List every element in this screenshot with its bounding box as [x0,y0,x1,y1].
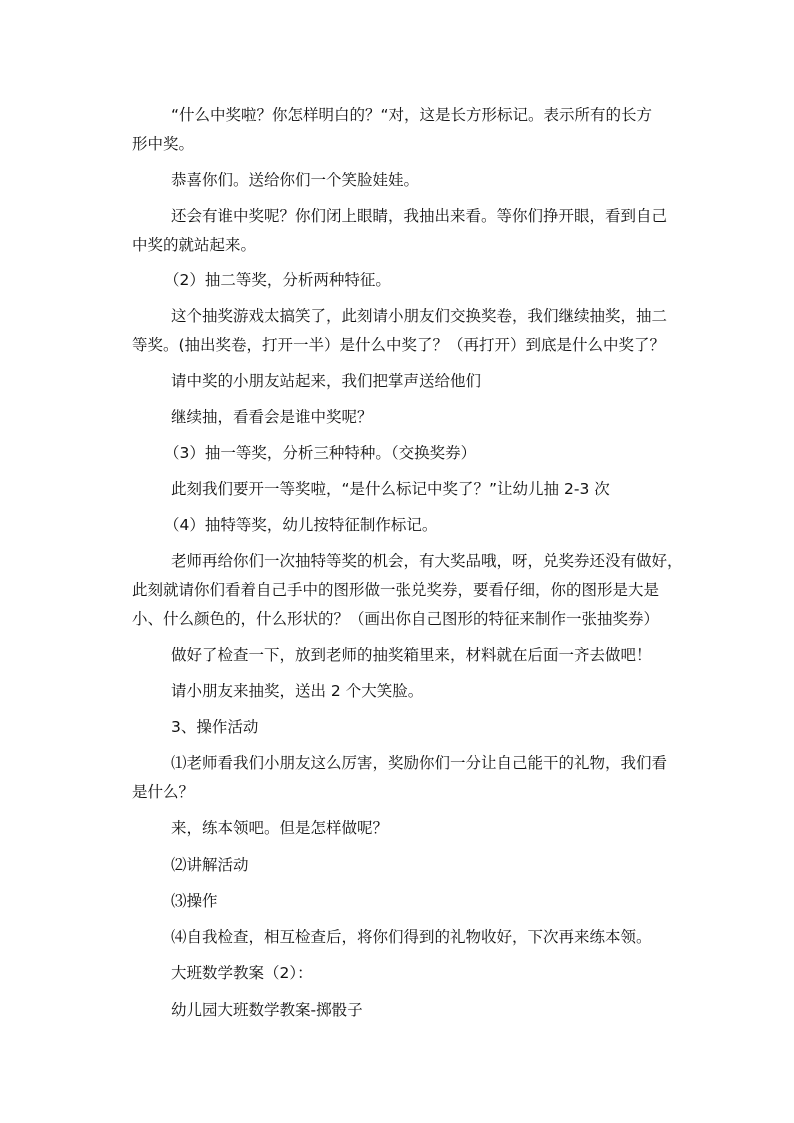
text-line: 形中奖。 [132,135,195,153]
text-line: 此刻就请你们看着自己手中的图形做一张兑奖券，要看仔细，你的图形是大是 [132,581,660,599]
text-line: ⑷自我检查，相互检查后，将你们得到的礼物收好，下次再来练本领。 [171,928,652,946]
text-line: 继续抽，看看会是谁中奖呢？ [171,408,373,426]
text-line: （4）抽特等奖，幼儿按特征制作标记。 [164,516,438,534]
text-line: 请中奖的小朋友站起来，我们把掌声送给他们 [171,372,482,390]
text-line: （2）抽二等奖，分析两种特征。 [164,271,391,289]
text-line: 还会有谁中奖呢？你们闭上眼睛，我抽出来看。等你们挣开眼，看到自己 [171,207,668,225]
text-line: 这个抽奖游戏太搞笑了，此刻请小朋友们交换奖卷，我们继续抽奖，抽二 [171,307,668,325]
section-heading: 幼儿园大班数学教案-掷骰子 [171,1001,363,1019]
text-line: ⑶操作 [171,892,218,910]
text-line: 来，练本领吧。但是怎样做呢？ [171,819,389,837]
text-line: “什么中奖啦？你怎样明白的？“对，这是长方形标记。表示所有的长方 [171,106,653,124]
text-line: 做好了检查一下，放到老师的抽奖箱里来，材料就在后面一齐去做吧！ [171,646,652,664]
section-heading: 大班数学教案（2）： [171,964,313,982]
text-line: 此刻我们要开一等奖啦，“是什么标记中奖了？”让幼儿抽 2-3 次 [171,480,610,498]
text-line: 小、什么颜色的，什么形状的？（画出你自己图形的特征来制作一张抽奖券） [132,610,660,628]
text-line: 老师再给你们一次抽特等奖的机会，有大奖品哦，呀，兑奖券还没有做好， [171,552,683,570]
text-line: ⑴老师看我们小朋友这么厉害，奖励你们一分让自己能干的礼物，我们看 [171,754,668,772]
text-line: ⑵讲解活动 [171,856,249,874]
text-line: 中奖的就站起来。 [132,236,257,254]
text-line: 恭喜你们。送给你们一个笑脸娃娃。 [171,171,420,189]
text-line: 是什么？ [132,783,195,801]
text-line: 等奖。(抽出奖卷，打开一半）是什么中奖了？（再打开）到底是什么中奖了？ [132,336,666,354]
text-line: （3）抽一等奖，分析三种特种。（交换奖券） [164,444,477,462]
text-line: 3、操作活动 [171,718,259,736]
text-line: 请小朋友来抽奖，送出 2 个大笑脸。 [171,682,424,700]
